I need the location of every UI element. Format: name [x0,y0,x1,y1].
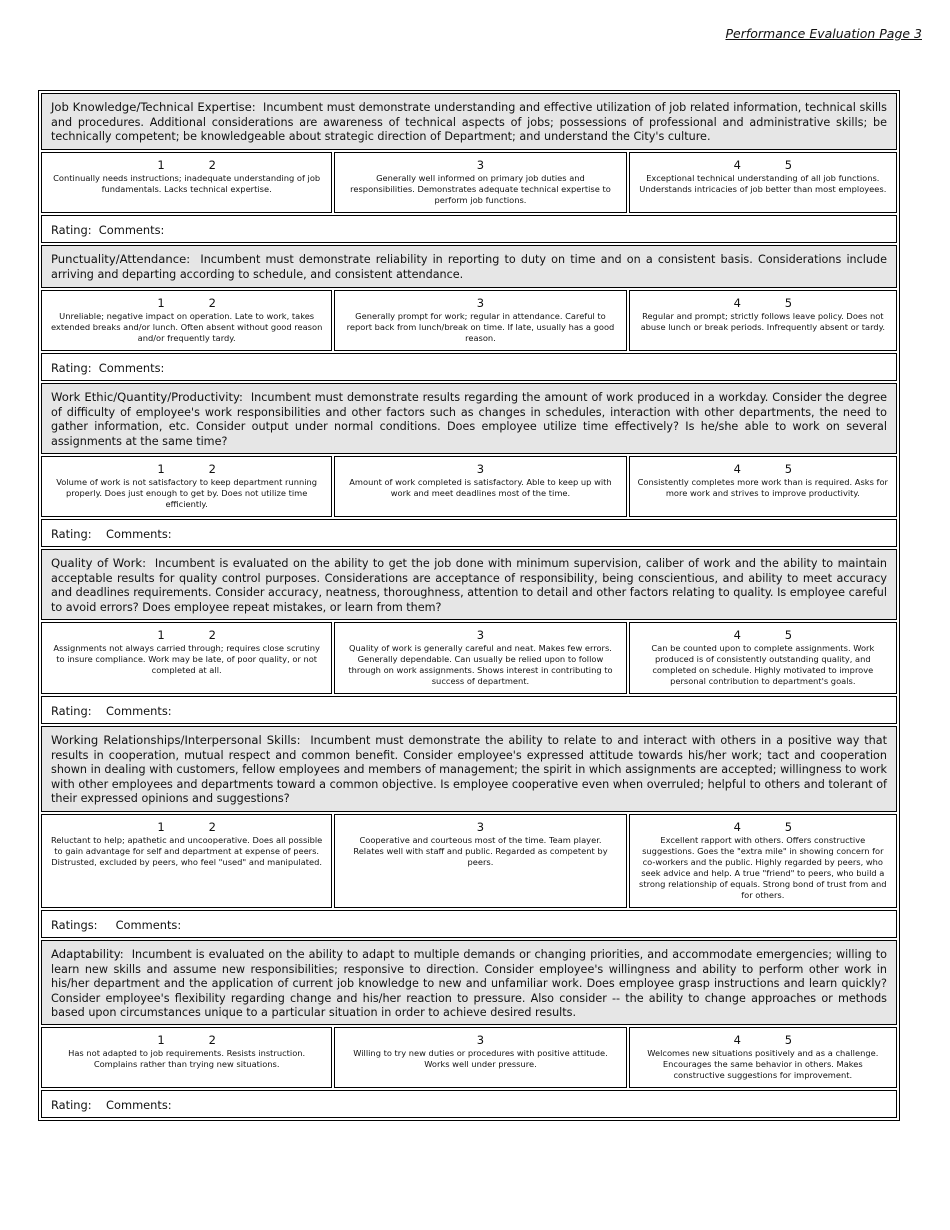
scale-numbers: 1 2 [157,820,216,834]
scale-numbers: 3 [476,1033,485,1047]
category-text: Incumbent must demonstrate reliability in reporting to duty on time and on a consistent basis. Considerations include arriving and departing according to schedule, and consistent attendance. [51,253,887,281]
category-description [41,383,897,454]
rating-comments-field[interactable]: Rating: Comments: [41,215,897,243]
scale-high [629,814,897,908]
evaluation-form [38,90,900,1121]
section-punctuality-attendance [41,245,897,381]
scale-numbers: 4 5 [733,158,793,172]
scale-high [629,152,897,213]
rating-comments-field[interactable]: Ratings: Comments: [41,910,897,938]
category-description [41,245,897,288]
scale-text: Volume of work is not satisfactory to keep department running properly. Does just enough to get by. Does not utilize time efficiently. [56,477,318,509]
scale-mid [334,290,626,351]
scale-text: Regular and prompt; strictly follows leave policy. Does not abuse lunch or break periods. Infrequently absent or tardy. [640,311,886,332]
section-quality-of-work [41,549,897,724]
scale-low [41,456,332,517]
category-title: Work Ethic/Quantity/Productivity: [51,390,243,404]
rating-comments-field[interactable]: Rating: Comments: [41,1090,897,1118]
category-text: Incumbent must demonstrate the ability to relate to and interact with others in a positive way that results in cooperation, mutual respect and common benefit. Consider employee's expressed attitude towards his/her work; tact and cooperation shown in dealing with customers, fellow employees and members of management; the spirit in which assignments are accepted; willingness to work with other employees and departments toward a common objective. Is employee cooperative even when overruled; helpful to others and tolerant of their expressed opinions and suggestions? [51,734,887,806]
scale-numbers: 3 [476,462,485,476]
scale-numbers: 1 2 [157,462,216,476]
rating-scale [41,814,897,908]
scale-mid [334,622,626,694]
category-text: Incumbent is evaluated on the ability to get the job done with minimum supervision, caliber of work and the ability to maintain acceptable results for quality control purposes. Considerations are acceptance of responsibility, being conscientious, and ability to meet accuracy and deadlines requirements. Consider accuracy, neatness, thoroughness, attention to detail and other factors relating to quality. Is employee careful to avoid errors? Does employee repeat mistakes, or learn from them? [51,557,887,614]
category-title: Working Relationships/Interpersonal Skills: [51,733,301,747]
scale-numbers: 1 2 [157,296,216,310]
section-work-ethic [41,383,897,547]
scale-text: Reluctant to help; apathetic and uncooperative. Does all possible to gain advantage for self and department at expense of peers. Distrusted, excluded by peers, who feel "used" and manipulated. [51,835,323,867]
scale-text: Generally prompt for work; regular in attendance. Careful to report back from lunch/break on time. If late, usually has a good reason. [346,311,615,343]
category-title: Job Knowledge/Technical Expertise: [51,100,256,114]
scale-numbers: 4 5 [733,296,793,310]
scale-numbers: 1 2 [157,158,216,172]
section-job-knowledge [41,93,897,243]
scale-numbers: 4 5 [733,1033,793,1047]
page-header: Performance Evaluation Page 3 [725,26,922,41]
scale-text: Cooperative and courteous most of the time. Team player. Relates well with staff and public. Regarded as competent by peers. [353,835,608,867]
scale-text: Consistently completes more work than is required. Asks for more work and strives to improve productivity. [637,477,888,498]
scale-numbers: 4 5 [733,820,793,834]
scale-numbers: 4 5 [733,628,793,642]
category-title: Adaptability: [51,947,124,961]
section-adaptability [41,940,897,1118]
scale-text: Unreliable; negative impact on operation. Late to work, takes extended breaks and/or lunch. Often absent without good reason and/or frequently tardy. [50,311,323,343]
scale-numbers: 3 [476,820,485,834]
scale-high [629,1027,897,1088]
scale-text: Willing to try new duties or procedures with positive attitude. Works well under pressure. [353,1048,608,1069]
scale-low [41,1027,332,1088]
rating-scale [41,622,897,694]
rating-scale [41,152,897,213]
scale-numbers: 3 [476,628,485,642]
rating-scale [41,290,897,351]
scale-low [41,622,332,694]
scale-mid [334,814,626,908]
scale-text: Can be counted upon to complete assignments. Work produced is of consistently outstanding quality, and completed on schedule. Highly motivated to improve personal contribution to department's goals. [651,643,875,686]
rating-scale [41,456,897,517]
section-working-relationships [41,726,897,938]
scale-text: Welcomes new situations positively and as a challenge. Encourages the same behavior in others. Makes constructive suggestions for improvement. [647,1048,879,1080]
scale-numbers: 1 2 [157,628,216,642]
scale-text: Quality of work is generally careful and neat. Makes few errors. Generally dependable. Can usually be relied upon to follow through on work assignments. Shows interest in contributing to success of department. [348,643,613,686]
category-description [41,549,897,620]
scale-numbers: 3 [476,158,485,172]
category-text: Incumbent is evaluated on the ability to adapt to multiple demands or changing priorities, and accommodate emergencies; willing to learn new skills and assume new responsibilities; responsive to direction. Consider employee's willingness and ability to perform other work in his/her department and the application of current job knowledge to new and unfamiliar work. Does employee grasp instructions and learn quickly? Consider employee's flexibility regarding change and his/her reaction to pressure. Also consider -- the ability to change approaches or methods based upon circumstances unique to a particular situation in order to achieve desired results. [51,948,887,1020]
category-description [41,726,897,812]
rating-comments-field[interactable]: Rating: Comments: [41,696,897,724]
rating-comments-field[interactable]: Rating: Comments: [41,519,897,547]
scale-numbers: 3 [476,296,485,310]
scale-text: Excellent rapport with others. Offers constructive suggestions. Goes the "extra mile" in showing concern for co-workers and the public. Highly regarded by peers, who seek advice and help. A true "friend" to peers, who build a strong relationship of equals. Strong bond of trust from and for others. [639,835,887,900]
scale-mid [334,1027,626,1088]
category-text: Incumbent must demonstrate understanding and effective utilization of job related information, technical skills and procedures. Additional considerations are awareness of technical aspects of jobs; possessions of professional and administrative skills; be technically competent; be knowledgeable about strategic direction of Department; and understand the City's culture. [51,101,887,144]
rating-scale [41,1027,897,1088]
scale-low [41,814,332,908]
scale-text: Exceptional technical understanding of all job functions. Understands intricacies of job better than most employees. [639,173,887,194]
scale-text: Assignments not always carried through; requires close scrutiny to insure compliance. Work may be late, of poor quality, or not completed at all. [53,643,320,675]
scale-low [41,290,332,351]
category-text: Incumbent must demonstrate results regarding the amount of work produced in a workday. Consider the degree of difficulty of employee's work responsibilities and other factors such as changes in schedules, interaction with other departments, the need to gather information, etc. Consider output under normal conditions. Does employee utilize time effectively? Is he/she able to work on several assignments at the same time? [51,391,887,448]
scale-high [629,622,897,694]
scale-text: Has not adapted to job requirements. Resists instruction. Complains rather than trying new situations. [68,1048,306,1069]
scale-mid [334,152,626,213]
scale-text: Generally well informed on primary job duties and responsibilities. Demonstrates adequate technical expertise to perform job functions. [350,173,611,205]
category-title: Quality of Work: [51,556,147,570]
category-description [41,93,897,150]
scale-text: Continually needs instructions; inadequate understanding of job fundamentals. Lacks technical expertise. [53,173,321,194]
category-description [41,940,897,1025]
rating-comments-field[interactable]: Rating: Comments: [41,353,897,381]
category-title: Punctuality/Attendance: [51,252,191,266]
scale-text: Amount of work completed is satisfactory. Able to keep up with work and meet deadlines most of the time. [349,477,612,498]
scale-high [629,456,897,517]
scale-numbers: 4 5 [733,462,793,476]
scale-mid [334,456,626,517]
scale-low [41,152,332,213]
scale-numbers: 1 2 [157,1033,216,1047]
scale-high [629,290,897,351]
